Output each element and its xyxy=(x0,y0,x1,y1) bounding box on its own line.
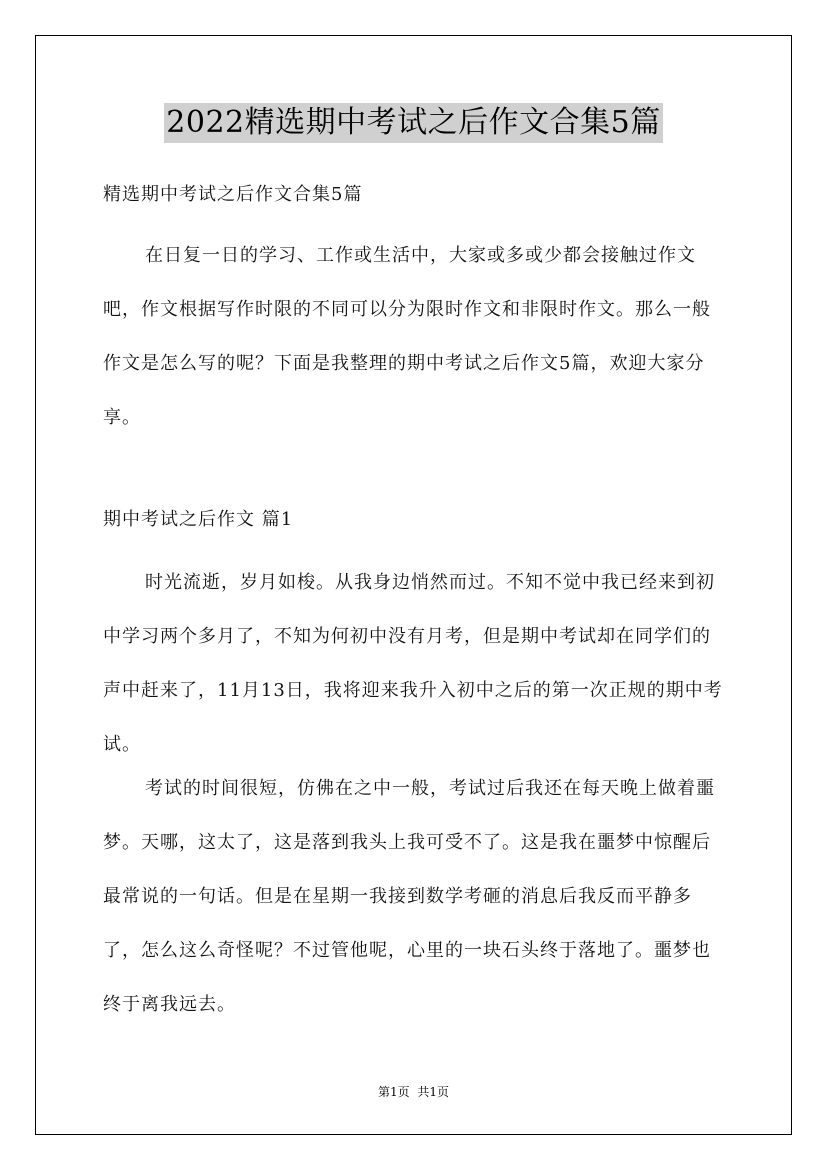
body-paragraph: 时光流逝，岁月如梭。从我身边悄然而过。不知不觉中我已经来到初中学习两个多月了，不知为何初中没有月考，但是期中考试却在同学们的声中赶来了，11月13日，我将迎来我升入初中之后的第一次正规的期中考试。 xyxy=(103,572,723,755)
title-container xyxy=(0,103,827,143)
section-heading: 期中考试之后作文 篇1 xyxy=(103,509,294,530)
document-subtitle: 精选期中考试之后作文合集5篇 xyxy=(103,184,363,205)
page-footer: 第1页 共1页 xyxy=(377,1085,450,1099)
body-paragraph: 考试的时间很短，仿佛在之中一般，考试过后我还在每天晚上做着噩梦。天哪，这太了，这是落到我头上我可受不了。这是我在噩梦中惊醒后最常说的一句话。但是在星期一我接到数学考砸的消息后我反而平静多了，怎么这么奇怪呢？不过管他呢，心里的一块石头终于落地了。噩梦也终于离我远去。 xyxy=(103,778,715,1015)
document-title: 2022精选期中考试之后作文合集5篇 xyxy=(164,103,662,143)
intro-paragraph: 在日复一日的学习、工作或生活中，大家或多或少都会接触过作文吧，作文根据写作时限的不同可以分为限时作文和非限时作文。那么一般作文是怎么写的呢？下面是我整理的期中考试之后作文5篇，欢迎大家分享。 xyxy=(103,245,711,428)
